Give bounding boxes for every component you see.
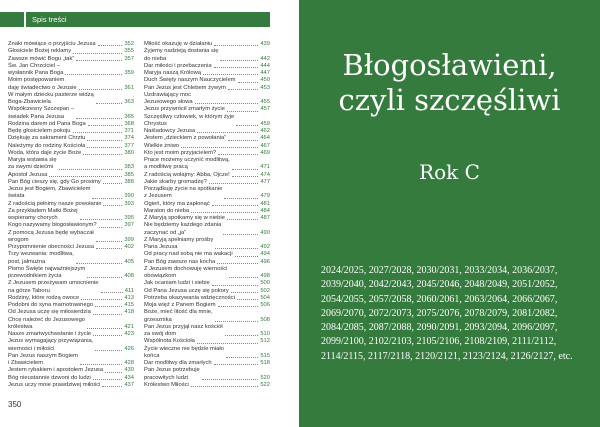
- toc-entry-page: 365: [124, 113, 134, 120]
- toc-entry-page: 508: [260, 316, 270, 323]
- toc-dot-leader: [223, 234, 258, 235]
- toc-entry[interactable]: [144, 201, 270, 208]
- toc-entry[interactable]: [144, 77, 270, 84]
- toc-entry[interactable]: [8, 150, 134, 157]
- toc-entry[interactable]: [8, 280, 134, 295]
- toc-entry-page: 430: [124, 367, 134, 374]
- toc-entry-page: 479: [260, 193, 270, 200]
- toc-dot-leader: [231, 292, 259, 293]
- toc-entry[interactable]: [8, 222, 134, 229]
- toc-entry[interactable]: [8, 41, 134, 48]
- toc-entry-title: Naśladowcy Jezusa: [144, 128, 196, 134]
- toc-entry[interactable]: [8, 208, 134, 223]
- toc-entry-page: 399: [124, 236, 134, 243]
- toc-entry-title: Od pracy nad sobą nie ma wakacji: [144, 251, 233, 258]
- toc-entry[interactable]: [144, 106, 270, 113]
- toc-entry-title: Należymy do rodziny Kościoła: [8, 142, 86, 149]
- toc-entry-title: W małym dziecku pasterze widzą Boga-Zbawiciela: [8, 91, 94, 105]
- toc-entry[interactable]: [8, 92, 134, 107]
- toc-dot-leader: [98, 45, 123, 46]
- toc-entry-title: Jezus jest Bogiem, Zbawicielem świata: [8, 186, 91, 200]
- toc-entry-page: 477: [260, 178, 270, 185]
- toc-dot-leader: [103, 183, 123, 184]
- toc-entry[interactable]: [144, 346, 270, 361]
- toc-dot-leader: [218, 306, 259, 307]
- book-title-line-1: Błogosławieni,: [342, 48, 557, 82]
- toc-entry-title: Jezus wymagający przywiązania, wierności i miłości: [8, 338, 94, 352]
- toc-dot-leader: [220, 60, 258, 61]
- toc-entry-page: 421: [124, 323, 134, 330]
- toc-dot-leader: [96, 103, 123, 104]
- toc-dot-leader: [87, 147, 122, 148]
- toc-entry-title: Z radością pełnimy nasze powołanie: [8, 200, 102, 207]
- toc-dot-leader: [95, 350, 122, 351]
- toc-entry-page: 455: [260, 99, 270, 105]
- toc-entry[interactable]: [8, 186, 134, 201]
- toc-entry[interactable]: [144, 288, 270, 295]
- toc-entry[interactable]: [144, 382, 270, 389]
- toc-entry-page: 402: [124, 244, 134, 250]
- toc-dot-leader: [101, 292, 123, 293]
- toc-dot-leader: [88, 125, 123, 126]
- toc-entry[interactable]: [144, 360, 270, 367]
- toc-dot-leader: [214, 364, 259, 365]
- toc-entry-title: Za przykładem Matki Bożej wspieramy chorych: [8, 207, 78, 221]
- toc-dot-leader: [215, 321, 259, 322]
- toc-entry-page: 462: [260, 128, 270, 134]
- toc-entry-title: Jakie skarby gromadzę?: [144, 178, 207, 185]
- toc-entry-title: Potrzeba okazywania wdzięczności: [144, 294, 235, 301]
- toc-dot-leader: [103, 205, 122, 206]
- toc-entry[interactable]: [144, 172, 270, 179]
- toc-dot-leader: [214, 67, 259, 68]
- toc-entry[interactable]: [8, 179, 134, 186]
- toc-entry-page: 487: [260, 215, 270, 221]
- toc-entry-page: 361: [124, 84, 134, 91]
- toc-entry-page: 515: [260, 352, 270, 359]
- toc-entry-page: 484: [260, 207, 270, 214]
- toc-entry-page: 397: [124, 222, 134, 229]
- toc-entry[interactable]: [8, 317, 134, 332]
- toc-entry[interactable]: [144, 338, 270, 345]
- toc-dot-leader: [235, 256, 259, 257]
- toc-entry[interactable]: [144, 309, 270, 324]
- toc-column-left: [8, 41, 134, 389]
- toc-entry[interactable]: [144, 143, 270, 150]
- toc-dot-leader: [81, 299, 122, 300]
- toc-entry-title: Prace możemy uczynić modlitwą, a modlitwę pracą: [144, 157, 230, 171]
- toc-entry[interactable]: [8, 302, 134, 309]
- toc-entry-page: 474: [260, 171, 270, 178]
- toc-entry[interactable]: [144, 222, 270, 237]
- toc-entry[interactable]: [144, 302, 270, 309]
- toc-entry-title: Miłość okazuję w działaniu: [144, 41, 213, 47]
- toc-entry[interactable]: [8, 48, 134, 55]
- toc-entry-page: 408: [124, 273, 134, 279]
- toc-entry[interactable]: [8, 135, 134, 142]
- toc-entry-title: Pismo Święte najważniejszym przewodnikiem życia: [8, 265, 86, 279]
- toc-dot-leader: [96, 248, 122, 249]
- toc-entry-page: 395: [124, 215, 134, 221]
- toc-entry-page: 506: [260, 302, 270, 308]
- toc-entry-page: 518: [260, 360, 270, 366]
- toc-dot-leader: [225, 335, 259, 336]
- toc-entry[interactable]: [144, 280, 270, 287]
- toc-header: [0, 12, 270, 27]
- toc-entry-title: Kogo nazywamy błogosławionym?: [8, 222, 97, 229]
- toc-dot-leader: [226, 357, 258, 358]
- toc-entry-page: 520: [260, 374, 270, 381]
- toc-dot-leader: [237, 299, 258, 300]
- toc-entry[interactable]: [8, 367, 134, 374]
- toc-entry-page: 504: [260, 294, 270, 301]
- toc-entry-title: Jezus przywrócił zmarłym życie: [144, 106, 225, 113]
- toc-entry-page: 385: [124, 171, 134, 178]
- toc-dot-leader: [227, 219, 258, 220]
- toc-dot-leader: [217, 263, 258, 264]
- toc-dot-leader: [73, 132, 123, 133]
- toc-entry-page: 383: [124, 164, 134, 171]
- toc-dot-leader: [202, 379, 259, 380]
- toc-entry-page: 498: [260, 273, 270, 279]
- toc-dot-leader: [99, 227, 123, 228]
- toc-entry-title: Pan Bóg zawsze nas kocha: [144, 258, 216, 265]
- toc-entry-title: Z radością wołajmy: Abba, Ojcze!: [144, 171, 230, 178]
- toc-dot-leader: [65, 74, 122, 75]
- title-page: [299, 0, 600, 427]
- toc-entry-title: Od Pana Jezusa uczę się pokory: [144, 287, 229, 294]
- toc-entry-page: 423: [124, 331, 134, 337]
- toc-entry[interactable]: [8, 331, 134, 338]
- toc-dot-leader: [49, 176, 122, 177]
- toc-dot-leader: [212, 205, 259, 206]
- toc-entry-title: Nasze zmartwychwstanie i życie: [8, 331, 92, 337]
- toc-entry-page: 377: [124, 142, 134, 149]
- toc-entry-title: Duch Święty naszym Nauczycielem: [144, 77, 236, 84]
- toc-entry-page: 371: [124, 128, 134, 134]
- toc-entry-title: Dziękuję za sakrament Chrztu: [8, 135, 86, 142]
- toc-entry-page: 453: [260, 84, 270, 91]
- toc-entry-title: Nie będziemy każdego zdania zaczynać od „ja”: [144, 222, 222, 236]
- toc-dot-leader: [93, 314, 123, 315]
- toc-dot-leader: [224, 198, 258, 199]
- toc-dot-leader: [83, 154, 122, 155]
- toc-entry-page: 426: [124, 345, 134, 352]
- toc-dot-leader: [191, 212, 258, 213]
- toc-entry[interactable]: [144, 92, 270, 107]
- toc-dot-leader: [238, 82, 259, 83]
- toc-entry-title: Apostoł Jezusa: [8, 171, 48, 178]
- toc-entry-page: 357: [124, 55, 134, 62]
- toc-entry-title: Pan Jezus naszym Bogiem i Zbawicielem: [8, 352, 78, 366]
- toc-entry-title: Znaki mówiące o przyjściu Jezusa: [8, 41, 96, 47]
- toc-entry-page: 444: [260, 62, 270, 69]
- toc-entry-title: Pan Jezus przyjął nasz kościół za swój dom: [144, 323, 223, 337]
- toc-entry[interactable]: [8, 338, 134, 353]
- toc-entry-page: 352: [124, 41, 134, 47]
- toc-dot-leader: [79, 89, 123, 90]
- toc-entry[interactable]: [144, 295, 270, 302]
- toc-entry-title: Bóg nieustannie dzwoni do ludzi: [8, 374, 91, 381]
- toc-entry[interactable]: [8, 309, 134, 316]
- toc-entry-title: Kto jest moim przyjacielem?: [144, 149, 217, 156]
- toc-dot-leader: [102, 386, 122, 387]
- toc-entry[interactable]: [8, 143, 134, 150]
- toc-entry[interactable]: [8, 375, 134, 382]
- toc-entry[interactable]: [144, 208, 270, 215]
- toc-entry-title: Królestwo Miłości: [144, 381, 189, 388]
- toc-header-title: Spis treści: [26, 12, 270, 27]
- toc-entry-title: Maryja wstawia się za swymi dziećmi: [8, 157, 57, 171]
- toc-column-right: [144, 41, 270, 389]
- toc-entry-title: Z Jezusem przeżywam umocnienie na górze Taboru: [8, 280, 99, 294]
- toc-entry-page: 469: [260, 149, 270, 156]
- toc-dot-leader: [87, 140, 122, 141]
- toc-dot-leader: [59, 169, 123, 170]
- toc-entry[interactable]: [8, 56, 134, 63]
- toc-dot-leader: [92, 198, 122, 199]
- toc-dot-leader: [80, 219, 123, 220]
- toc-entry-page: 428: [124, 360, 134, 366]
- toc-dot-leader: [197, 343, 258, 344]
- toc-entry-page: 500: [260, 280, 270, 287]
- toc-dot-leader: [87, 328, 122, 329]
- toc-columns: [8, 41, 270, 389]
- toc-entry-page: 450: [260, 77, 270, 84]
- toc-dot-leader: [197, 132, 258, 133]
- toc-entry-title: Jestem „dzieckiem z powołania”: [144, 135, 227, 142]
- toc-entry-page: 447: [260, 70, 270, 76]
- toc-entry[interactable]: [144, 48, 270, 63]
- toc-entry-title: Szczęśliwy człowiek, w którym żyje Chrystus: [144, 113, 235, 127]
- toc-dot-leader: [181, 147, 258, 148]
- toc-entry-page: 494: [260, 251, 270, 258]
- toc-entry-page: 418: [124, 309, 134, 316]
- toc-entry-title: Głosiciele Bożej reklamy: [8, 48, 72, 55]
- toc-entry[interactable]: [8, 382, 134, 389]
- toc-entry-title: Św. Jan Chrzciciel – wysłannik Pana Boga: [8, 62, 64, 76]
- toc-entry-page: 380: [124, 149, 134, 156]
- header-marker: [0, 12, 24, 27]
- toc-entry[interactable]: [8, 266, 134, 281]
- years-list: 2024/2025, 2027/2028, 2030/2031, 2033/2034, 2036/2037, 2039/2040, 2042/2043, 2045/2046, 2048/2049, 2051/2052, 2054/2055, 2057/2058, 2060/2061, 2063/2064, 2066/2067, 2069/2070, 2072/2073, 2075/2076, 2078/2079, 2081/2082, 2084/2085, 2087/2088, 2090/2091, 2093/2094, 2096/2097, 2099/2100, 2102/2103, 2105/2106, 2108/2109, 2111/2112, 2114/2115, 2117/2118, 2120/2121, 2123/2124, 2126/2127, etc.: [321, 265, 573, 362]
- toc-dot-leader: [76, 118, 122, 119]
- toc-entry[interactable]: [144, 85, 270, 92]
- toc-entry[interactable]: [144, 324, 270, 339]
- toc-dot-leader: [229, 277, 258, 278]
- toc-entry-title: Z Maryją spełniamy prośby Pana Jezusa: [144, 236, 214, 250]
- toc-entry-title: Moim postępowaniem daję świadectwo o Jezusie: [8, 77, 77, 91]
- toc-entry[interactable]: [8, 172, 134, 179]
- toc-dot-leader: [203, 74, 258, 75]
- toc-dot-leader: [191, 386, 259, 387]
- toc-entry-title: Z Jezusem dochowuję wierności obowiązkom: [144, 265, 228, 279]
- toc-dot-leader: [228, 140, 258, 141]
- toc-entry-page: 434: [124, 374, 134, 381]
- toc-entry-title: Życie wieczne nie będzie miało końca: [144, 345, 224, 359]
- toc-entry[interactable]: [144, 135, 270, 142]
- toc-entry-page: 413: [124, 294, 134, 301]
- toc-entry[interactable]: [8, 201, 134, 208]
- toc-entry[interactable]: [8, 295, 134, 302]
- toc-dot-leader: [232, 169, 259, 170]
- toc-entry-title: Dar miłości i przebaczenia: [144, 62, 212, 69]
- toc-entry-page: 512: [260, 338, 270, 345]
- book-title: [299, 48, 600, 118]
- toc-dot-leader: [80, 364, 122, 365]
- toc-entry[interactable]: [8, 106, 134, 121]
- toc-entry-title: Uzdrawiający moc Jezusowego słowa: [144, 91, 193, 105]
- toc-entry-title: Pan Jezus potrzebuje pracowitych ludzi: [144, 367, 200, 381]
- toc-entry-title: Trzy wezwania: modlitwa, post, jałmużna: [8, 251, 74, 265]
- toc-entry-page: 442: [260, 55, 270, 62]
- toc-dot-leader: [93, 335, 122, 336]
- toc-page: [0, 0, 299, 427]
- toc-entry-title: Porządkuję życie na spotkanie z Jezusem: [144, 186, 223, 200]
- toc-entry-title: Chcę należeć do Jezusowego królestwa: [8, 316, 86, 330]
- toc-entry-title: Współczesny Szczepan – świadek Pana Jezusa: [8, 106, 75, 120]
- toc-entry[interactable]: [144, 157, 270, 172]
- toc-entry-page: 481: [260, 200, 270, 207]
- toc-dot-leader: [76, 60, 122, 61]
- toc-entry-title: Maryja naszą Królową: [144, 70, 202, 76]
- toc-entry[interactable]: [144, 179, 270, 186]
- toc-entry-title: Jak ocaniam ludzi i siebie: [144, 280, 210, 287]
- liturgical-year: Rok C: [419, 160, 480, 184]
- toc-entry-page: 405: [124, 258, 134, 265]
- toc-entry[interactable]: [8, 128, 134, 135]
- toc-entry[interactable]: [144, 215, 270, 222]
- toc-entry-page: 411: [124, 287, 134, 294]
- toc-entry-title: Rodziny, które rodzą owoce: [8, 294, 80, 301]
- toc-entry[interactable]: [144, 237, 270, 252]
- toc-dot-leader: [214, 45, 258, 46]
- toc-entry-page: 415: [124, 302, 134, 308]
- toc-dot-leader: [236, 125, 258, 126]
- toc-entry-page: 437: [124, 381, 134, 388]
- toc-entry-page: 355: [124, 48, 134, 55]
- toc-entry[interactable]: [144, 150, 270, 157]
- toc-entry[interactable]: [8, 230, 134, 245]
- toc-entry[interactable]: [8, 157, 134, 172]
- toc-entry-title: Jestem rybakiem i apostołem Jezusa: [8, 367, 104, 374]
- toc-entry-title: Wspólnota Kościoła: [144, 338, 195, 345]
- toc-dot-leader: [218, 154, 258, 155]
- toc-entry-title: Od Jezusa uczę się miłosierdzia: [8, 309, 91, 316]
- toc-entry[interactable]: [144, 259, 270, 266]
- toc-dot-leader: [95, 306, 122, 307]
- toc-dot-leader: [93, 379, 123, 380]
- toc-entry-title: Moja więź z Panem Bogiem: [144, 302, 216, 308]
- toc-entry-page: 390: [124, 193, 134, 200]
- toc-entry-title: Podobni do syna marnotrawnego: [8, 302, 94, 308]
- toc-entry-page: 374: [124, 135, 134, 142]
- toc-entry[interactable]: [8, 77, 134, 92]
- toc-entry-page: 490: [260, 229, 270, 236]
- toc-entry-page: 368: [124, 120, 134, 127]
- toc-entry-page: 492: [260, 244, 270, 250]
- toc-dot-leader: [228, 89, 258, 90]
- toc-entry[interactable]: [144, 128, 270, 135]
- toc-entry-title: Ogień, który ma zapłonąć: [144, 200, 210, 207]
- toc-dot-leader: [96, 241, 123, 242]
- toc-entry-title: Przypomnienie obecności Jezusa: [8, 244, 95, 250]
- toc-dot-leader: [209, 183, 258, 184]
- toc-entry-title: Pan Jezus jest Chlebem żywym: [144, 84, 226, 91]
- toc-entry-page: 459: [260, 120, 270, 127]
- toc-entry-title: Z Maryją spotkamy się w niebie: [144, 215, 225, 221]
- toc-entry[interactable]: [144, 367, 270, 382]
- toc-entry[interactable]: [144, 186, 270, 201]
- toc-dot-leader: [227, 111, 258, 112]
- toc-dot-leader: [195, 103, 259, 104]
- toc-entry-title: Dar modlitwy dla zmarłych: [144, 360, 212, 366]
- toc-entry[interactable]: [8, 353, 134, 368]
- toc-entry-page: 522: [260, 381, 270, 388]
- toc-dot-leader: [76, 263, 123, 264]
- toc-entry-page: 359: [124, 70, 134, 76]
- toc-entry-page: 388: [124, 178, 134, 185]
- toc-entry-page: 393: [124, 200, 134, 207]
- toc-entry-page: 467: [260, 142, 270, 149]
- toc-entry-title: Będę głosicielem pokoju: [8, 128, 71, 134]
- toc-entry-page: 510: [260, 331, 270, 337]
- toc-entry-title: Boże, mieć litość dla mnie, grzesznika: [144, 309, 213, 323]
- toc-dot-leader: [232, 176, 259, 177]
- toc-entry-title: Żyjemy nadzieją dostania się do nieba: [144, 48, 219, 62]
- toc-dot-leader: [73, 53, 122, 54]
- toc-entry-page: 471: [260, 164, 270, 171]
- toc-entry[interactable]: [144, 251, 270, 258]
- toc-dot-leader: [215, 248, 258, 249]
- toc-entry-page: 439: [260, 41, 270, 47]
- toc-entry-title: Rodzina darem od Pana Boga: [8, 120, 86, 127]
- toc-entry-title: Z pomocą Jezusa będę wybaczał wrogom: [8, 229, 94, 243]
- toc-entry[interactable]: [144, 63, 270, 70]
- toc-entry-title: Woda, która daje życie Boże: [8, 149, 82, 156]
- toc-entry-title: Pan Bóg cieszy się, gdy Go prosimy: [8, 178, 101, 185]
- toc-entry[interactable]: [8, 121, 134, 128]
- toc-entry-title: Wielkie żniwo: [144, 142, 180, 149]
- toc-entry-page: 502: [260, 287, 270, 294]
- toc-entry-title: Maraton do nieba: [144, 207, 190, 214]
- toc-entry[interactable]: [8, 251, 134, 266]
- toc-entry[interactable]: [144, 266, 270, 281]
- toc-dot-leader: [212, 285, 259, 286]
- toc-entry-title: Zawsze mówić Bogu „tak”: [8, 55, 75, 62]
- toc-dot-leader: [105, 372, 122, 373]
- toc-dot-leader: [87, 277, 122, 278]
- toc-entry-page: 464: [260, 135, 270, 142]
- toc-entry[interactable]: [8, 63, 134, 78]
- page-number: 350: [8, 400, 22, 409]
- toc-entry-page: 496: [260, 258, 270, 265]
- toc-entry-page: 457: [260, 106, 270, 113]
- toc-entry-title: Jezus uczy mnie prawdziwej miłości: [8, 381, 101, 388]
- toc-entry[interactable]: [8, 244, 134, 251]
- book-title-line-2: czyli szczęśliwi: [338, 83, 561, 117]
- toc-entry[interactable]: [144, 114, 270, 129]
- toc-entry-page: 363: [124, 99, 134, 105]
